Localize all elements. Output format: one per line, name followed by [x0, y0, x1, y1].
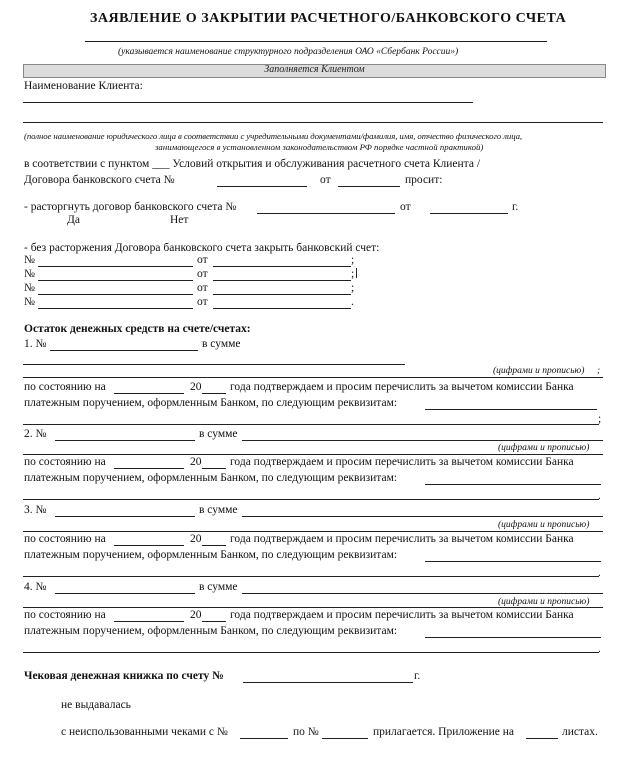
payment-text: платежным поручением, оформленным Банком, по следующим реквизитам:	[24, 472, 398, 484]
as-of-date-field-4[interactable]	[114, 621, 184, 622]
account-from-label: от	[197, 282, 208, 294]
balance-amount-field-4[interactable]	[242, 593, 603, 594]
requisites-line-1[interactable]	[23, 424, 599, 425]
account-from-label: от	[197, 296, 208, 308]
payment-text: платежным поручением, оформленным Банком, по следующим реквизитам:	[24, 549, 398, 561]
year-field-4[interactable]	[202, 621, 226, 622]
client-name-line-2[interactable]	[23, 122, 603, 123]
account-num-label: №	[24, 254, 35, 266]
client-section-band	[23, 64, 606, 78]
in-sum-label: в сумме	[199, 428, 238, 440]
client-name-hint-2: занимающегося в установленном законодательством РФ порядке частной практикой)	[155, 142, 484, 152]
in-sum-label: в сумме	[202, 338, 241, 350]
client-name-line-1[interactable]	[23, 102, 473, 103]
account-num-label: №	[24, 268, 35, 280]
terminate-yes-option[interactable]: Да	[67, 214, 80, 226]
year-prefix: 20	[190, 609, 202, 621]
checkbook-from-field[interactable]	[240, 738, 288, 739]
account-num-label: №	[24, 296, 35, 308]
requisites-end: .	[598, 643, 601, 655]
checkbook-heading-end: г.	[414, 670, 421, 682]
amount-hint: (цифрами и прописью)	[493, 366, 585, 376]
year-prefix: 20	[190, 533, 202, 545]
requisites-line-3[interactable]	[23, 576, 599, 577]
year-prefix: 20	[190, 456, 202, 468]
terminate-no-option[interactable]: Нет	[170, 214, 189, 226]
in-sum-label: в сумме	[199, 581, 238, 593]
checkbook-to-field[interactable]	[322, 738, 368, 739]
account-number-field-2[interactable]	[38, 280, 193, 281]
text-cursor	[356, 268, 357, 278]
client-band-label: Заполняется Клиентом	[264, 64, 365, 75]
amount-hint-end: ;	[597, 366, 601, 376]
terminate-date-field[interactable]	[430, 213, 508, 214]
as-of-date-field-3[interactable]	[114, 545, 184, 546]
requisites-line-4[interactable]	[23, 652, 599, 653]
checkbook-not-issued-option[interactable]: не выдавалась	[61, 699, 131, 711]
intro-contract-label: Договора банковского счета №	[24, 174, 175, 186]
client-name-label: Наименование Клиента:	[24, 80, 143, 92]
account-row-end: ;	[351, 254, 355, 266]
year-field-1[interactable]	[202, 393, 226, 394]
balance-item-label: 2. №	[24, 428, 47, 440]
balance-item-label: 1. №	[24, 338, 47, 350]
in-sum-label: в сумме	[199, 504, 238, 516]
requisites-field-1[interactable]	[425, 409, 597, 410]
requisites-field-4[interactable]	[425, 637, 601, 638]
account-date-field-2[interactable]	[213, 280, 351, 281]
as-of-date-field-2[interactable]	[114, 468, 184, 469]
confirm-text: года подтверждаем и просим перечислить за вычетом комиссии Банка	[230, 609, 574, 621]
as-of-label: по состоянию на	[24, 381, 106, 393]
branch-name-hint: (указывается наименование структурного подразделения ОАО «Сбербанк России»)	[118, 47, 459, 57]
balance-account-field-3[interactable]	[55, 516, 195, 517]
as-of-label: по состоянию на	[24, 533, 106, 545]
requisites-end: .	[598, 567, 601, 579]
requisites-end: ;	[598, 413, 602, 425]
payment-text: платежным поручением, оформленным Банком, по следующим реквизитам:	[24, 625, 398, 637]
year-field-2[interactable]	[202, 468, 226, 469]
terminate-from-label: от	[400, 201, 411, 213]
year-prefix: 20	[190, 381, 202, 393]
confirm-text: года подтверждаем и просим перечислить за вычетом комиссии Банка	[230, 533, 574, 545]
account-date-field-3[interactable]	[213, 294, 351, 295]
checkbook-sheets-field[interactable]	[526, 738, 558, 739]
balance-account-field-1[interactable]	[50, 350, 198, 351]
balance-item-label: 4. №	[24, 581, 47, 593]
confirm-text: года подтверждаем и просим перечислить за вычетом комиссии Банка	[230, 456, 574, 468]
requisites-line-2[interactable]	[23, 499, 599, 500]
requisites-field-2[interactable]	[425, 484, 601, 485]
checkbook-to-label: по №	[293, 726, 319, 738]
balance-amount-field-1[interactable]	[23, 364, 405, 365]
account-num-label: №	[24, 282, 35, 294]
balance-amount-field-3[interactable]	[242, 516, 603, 517]
terminate-contract-number-field[interactable]	[257, 213, 395, 214]
amount-hint: (цифрами и прописью)	[498, 443, 590, 453]
balance-amount-field-2[interactable]	[242, 440, 603, 441]
year-field-3[interactable]	[202, 545, 226, 546]
intro-line-1: в соответствии с пунктом ___ Условий открытия и обслуживания расчетного счета Клиента /	[24, 158, 481, 170]
account-from-label: от	[197, 268, 208, 280]
requisites-end: .	[598, 490, 601, 502]
intro-contract-date-field[interactable]	[338, 186, 400, 187]
balance-account-field-4[interactable]	[55, 593, 195, 594]
account-row-end: ;	[351, 282, 355, 294]
intro-contract-number-field[interactable]	[217, 186, 307, 187]
terminate-year-suffix: г.	[512, 201, 519, 213]
checkbook-attached-label: прилагается. Приложение на	[373, 726, 514, 738]
balance-account-field-2[interactable]	[55, 440, 195, 441]
amount-hint: (цифрами и прописью)	[498, 520, 590, 530]
confirm-text: года подтверждаем и просим перечислить за вычетом комиссии Банка	[230, 381, 574, 393]
account-date-field-1[interactable]	[213, 266, 351, 267]
account-number-field-3[interactable]	[38, 294, 193, 295]
as-of-label: по состоянию на	[24, 609, 106, 621]
as-of-label: по состоянию на	[24, 456, 106, 468]
checkbook-sheets-label: листах.	[562, 726, 598, 738]
account-number-field-1[interactable]	[38, 266, 193, 267]
intro-from-label: от	[320, 174, 331, 186]
checkbook-heading: Чековая денежная книжка по счету №	[24, 670, 224, 682]
account-row-end: .	[351, 296, 354, 308]
close-without-label: - без расторжения Договора банковского счета закрыть банковский счет:	[24, 242, 380, 254]
terminate-label: - расторгнуть договор банковского счета №	[24, 201, 237, 213]
page-title: ЗАЯВЛЕНИЕ О ЗАКРЫТИИ РАСЧЕТНОГО/БАНКОВСКОГО СЧЕТА	[90, 11, 567, 26]
account-row-end: ;	[351, 268, 355, 280]
intro-asks-label: просит:	[405, 174, 443, 186]
as-of-date-field-1[interactable]	[114, 393, 184, 394]
account-number-field-4[interactable]	[38, 308, 193, 309]
account-date-field-4[interactable]	[213, 308, 351, 309]
checkbook-unused-label: с неиспользованными чеками с №	[61, 726, 228, 738]
balance-heading: Остаток денежных средств на счете/счетах:	[24, 323, 251, 335]
branch-name-line[interactable]	[85, 41, 547, 42]
amount-hint: (цифрами и прописью)	[498, 597, 590, 607]
balance-item-label: 3. №	[24, 504, 47, 516]
checkbook-account-field[interactable]	[243, 682, 413, 683]
client-name-hint-1: (полное наименование юридического лица в соответствии с учредительными документами/фамилия, имя, отчество физического лица,	[24, 131, 523, 141]
requisites-field-3[interactable]	[425, 561, 601, 562]
payment-text: платежным поручением, оформленным Банком, по следующим реквизитам:	[24, 397, 398, 409]
account-from-label: от	[197, 254, 208, 266]
